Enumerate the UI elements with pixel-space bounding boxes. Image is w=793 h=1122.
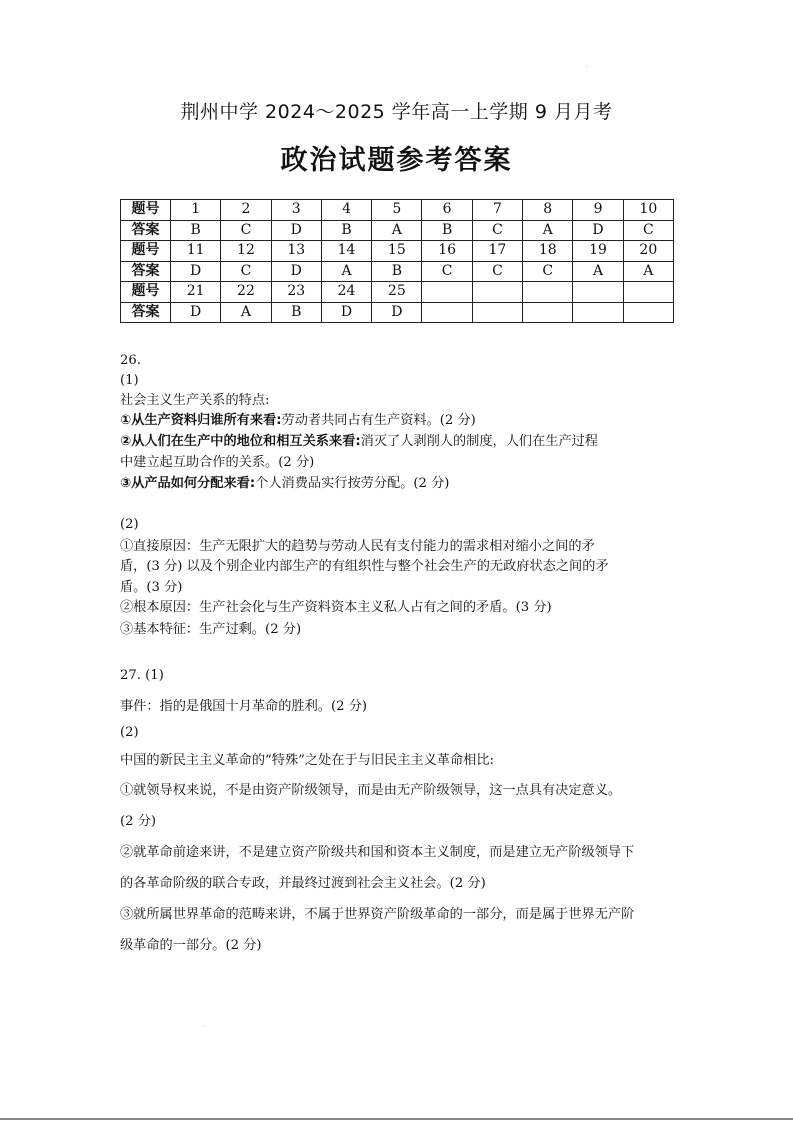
q26-item3-heading: ③从产品如何分配来看: (120, 476, 256, 491)
question-number: 19 (573, 241, 623, 262)
q27-part2-line2: (2 分) (120, 814, 157, 829)
question-number: 12 (221, 241, 271, 262)
answer-letter: A (523, 220, 573, 241)
answer-letter: D (271, 261, 321, 282)
speck-top: . (586, 62, 588, 69)
speck-bottom: . (203, 1022, 205, 1029)
q27-part1-text: 事件：指的是俄国十月革命的胜利。(2 分) (120, 699, 368, 714)
q27-part2-line4: 的各革命阶级的联合专政，并最终过渡到社会主义社会。(2 分) (120, 876, 486, 891)
q26-part2-line3: 盾。(3 分) (120, 580, 183, 595)
answer-letter: B (271, 302, 321, 323)
row-label: 答案 (121, 302, 171, 323)
question-number: 25 (372, 282, 422, 303)
answer-row (121, 220, 674, 241)
q26-number: 26. (120, 353, 141, 368)
question-number (422, 282, 472, 303)
q27-part2-intro: 中国的新民主主义革命的“特殊”之处在于与旧民主主义革命相比: (120, 753, 494, 768)
answer-letter: B (321, 220, 371, 241)
q27-part2-label: (2) (120, 725, 139, 740)
answer-letter: C (472, 261, 522, 282)
q26-part1-item2 (120, 432, 598, 452)
page-bottom-border (0, 1118, 793, 1120)
answer-letter (422, 302, 472, 323)
question-number: 22 (221, 282, 271, 303)
question-row (121, 200, 674, 221)
question-number: 1 (171, 200, 221, 221)
question-number: 20 (623, 241, 673, 262)
q26-part1-intro: 社会主义生产关系的特点: (120, 393, 270, 408)
q26-item1-text: 劳动者共同占有生产资料。(2 分) (281, 413, 476, 428)
row-label: 题号 (121, 241, 171, 262)
question-row (121, 241, 674, 262)
question-number: 15 (372, 241, 422, 262)
q26-item1-heading: ①从生产资料归谁所有来看: (120, 413, 282, 428)
question-number: 8 (523, 200, 573, 221)
question-number: 7 (472, 200, 522, 221)
answer-letter: D (171, 261, 221, 282)
answer-letter (472, 302, 522, 323)
answer-letter: B (422, 220, 472, 241)
question-number: 14 (321, 241, 371, 262)
q27-part2-line3: ②就革命前途来讲，不是建立资产阶级共和国和资本主义制度，而是建立无产阶级领导下 (120, 845, 635, 860)
q27-number: 27. (1) (120, 668, 164, 683)
question-number: 24 (321, 282, 371, 303)
answer-letter: C (221, 220, 271, 241)
answer-letter (573, 302, 623, 323)
answer-letter: D (372, 302, 422, 323)
answer-letter (623, 302, 673, 323)
q26-part1-item1 (120, 411, 476, 431)
answer-letter: A (221, 302, 271, 323)
answer-letter: D (271, 220, 321, 241)
answer-letter: A (372, 220, 422, 241)
answer-row (121, 302, 674, 323)
answer-letter: C (472, 220, 522, 241)
answer-letter: A (573, 261, 623, 282)
question-number (523, 282, 573, 303)
question-number: 21 (171, 282, 221, 303)
q26-part1-item2-cont: 中建立起互助合作的关系。(2 分) (120, 455, 315, 470)
answer-letter: C (623, 220, 673, 241)
answer-letter: D (171, 302, 221, 323)
answer-letter: A (321, 261, 371, 282)
answer-letter (523, 302, 573, 323)
q26-part2-line5: ③基本特征：生产过剩。(2 分) (120, 622, 302, 637)
question-number: 17 (472, 241, 522, 262)
answer-row (121, 261, 674, 282)
q26-item2-heading: ②从人们在生产中的地位和相互关系来看: (120, 434, 361, 449)
answer-letter: A (623, 261, 673, 282)
question-number: 5 (372, 200, 422, 221)
row-label: 题号 (121, 282, 171, 303)
question-number (472, 282, 522, 303)
row-label: 题号 (121, 200, 171, 221)
question-number: 10 (623, 200, 673, 221)
q26-part2-line1: ①直接原因：生产无限扩大的趋势与劳动人民有支付能力的需求相对缩小之间的矛 (120, 539, 595, 554)
q26-part1-label: (1) (120, 373, 139, 388)
question-number: 3 (271, 200, 321, 221)
q27-part2-line6: 级革命的一部分。(2 分) (120, 938, 262, 953)
q26-part2-line4: ②根本原因：生产社会化与生产资料资本主义私人占有之间的矛盾。(3 分) (120, 600, 552, 615)
q27-part2-line5: ③就所属世界革命的范畴来讲，不属于世界资产阶级革命的一部分，而是属于世界无产阶 (120, 907, 635, 922)
question-number (573, 282, 623, 303)
answer-letter: D (573, 220, 623, 241)
q27-part2-line1: ①就领导权来说，不是由资产阶级领导，而是由无产阶级领导，这一点具有决定意义。 (120, 783, 622, 798)
question-number: 9 (573, 200, 623, 221)
q26-part2-label: (2) (120, 517, 139, 532)
question-row (121, 282, 674, 303)
row-label: 答案 (121, 261, 171, 282)
answer-letter: D (321, 302, 371, 323)
question-number (623, 282, 673, 303)
answer-letter: B (372, 261, 422, 282)
question-number: 4 (321, 200, 371, 221)
q26-part1-item3 (120, 474, 449, 494)
question-number: 18 (523, 241, 573, 262)
answer-key-title: 政治试题参考答案 (280, 145, 513, 176)
exam-title: 荆州中学 2024～2025 学年高一上学期 9 月月考 (180, 101, 613, 123)
question-number: 6 (422, 200, 472, 221)
q26-item3-text: 个人消费品实行按劳分配。(2 分) (255, 476, 450, 491)
question-number: 11 (171, 241, 221, 262)
answer-letter: B (171, 220, 221, 241)
answer-letter: C (523, 261, 573, 282)
q26-part2-line2: 盾，(3 分) 以及个别企业内部生产的有组织性与整个社会生产的无政府状态之间的矛 (120, 559, 609, 574)
answer-letter: C (422, 261, 472, 282)
q26-item2-text: 消灭了人剥削人的制度，人们在生产过程 (360, 434, 599, 449)
answer-table (120, 199, 674, 323)
question-number: 16 (422, 241, 472, 262)
row-label: 答案 (121, 220, 171, 241)
question-number: 23 (271, 282, 321, 303)
question-number: 13 (271, 241, 321, 262)
answer-letter: C (221, 261, 271, 282)
question-number: 2 (221, 200, 271, 221)
